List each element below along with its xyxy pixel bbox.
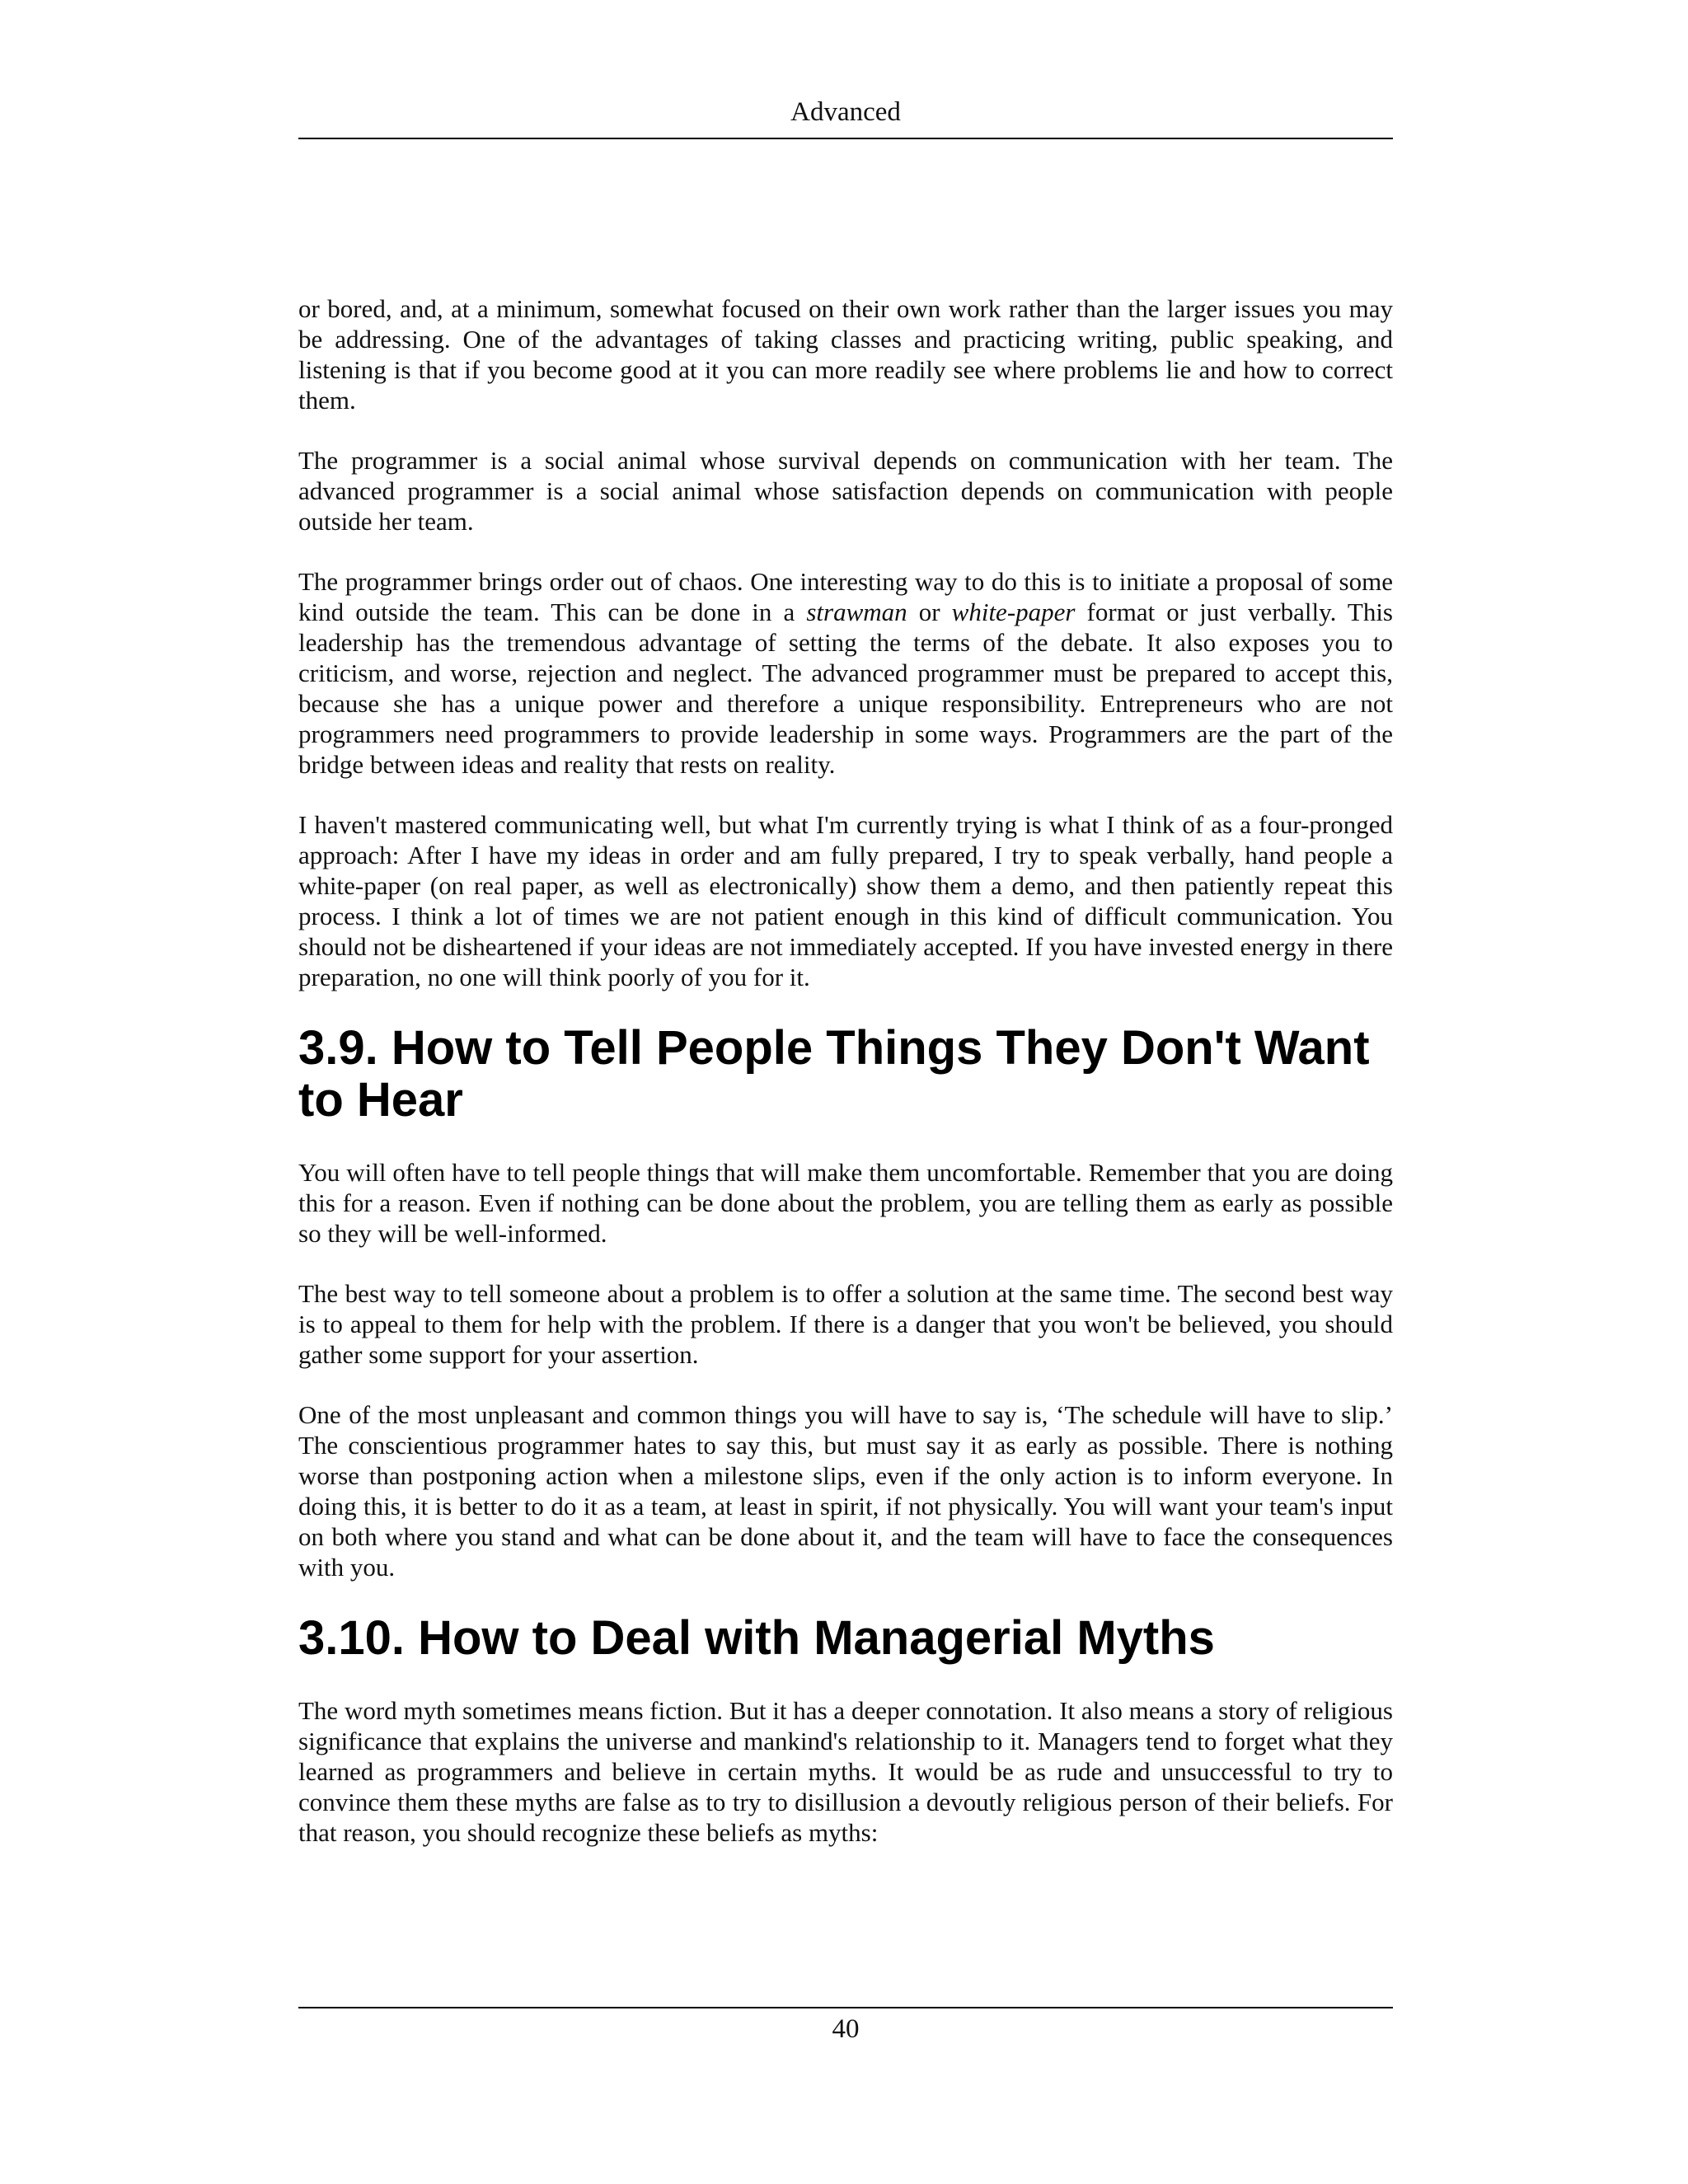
emphasis-white-paper: white-paper (951, 598, 1076, 626)
paragraph-managerial-myths: The word myth sometimes means fiction. But it has a deeper connotation. It also means a story of religious significance that explains the universe and mankind's relationship to it. Managers tend to forget what they learned as programmers and believe in certain myths. It would be as rude and unsuccessful to try to convince them these myths are false as to try to disillusion a devoutly religious person of their beliefs. For that reason, you should recognize these beliefs as myths: (298, 1696, 1393, 1847)
section-heading-3-9: 3.9. How to Tell People Things They Don't Want to Hear (298, 1021, 1370, 1127)
paragraph-communication-skills: or bored, and, at a minimum, somewhat focused on their own work rather than the larger issues you may be addressing. One of the advantages of taking classes and practicing writing, public speaking, and listening is that if you become good at it you can more readily see where problems lie and how to correct them. (298, 294, 1393, 415)
paragraph-social-animal: The programmer is a social animal whose survival depends on communication with her team. The advanced programmer is a social animal whose satisfaction depends on communication with people outside her team. (298, 446, 1393, 536)
text-run: format or just verbally. This leadership has the tremendous advantage of setting the terms of the debate. It also exposes you to criticism, and worse, rejection and neglect. The advanced programmer must be prepared to accept this, because she has a unique power and therefore a unique responsibility. Entrepreneurs who are not programmers need programmers to provide leadership in some ways. Programmers are the part of the bridge between ideas and reality that rests on reality. (298, 598, 1393, 779)
page-number: 40 (832, 2014, 860, 2044)
text-run: or (907, 598, 952, 626)
paragraph-uncomfortable-news: You will often have to tell people things that will make them uncomfortable. Remember that you are doing this for a reason. Even if nothing can be done about the problem, you are telling them as early as possible so they will be well-informed. (298, 1158, 1393, 1248)
paragraph-order-out-of-chaos (298, 566, 1393, 780)
paragraph-four-pronged-approach: I haven't mastered communicating well, but what I'm currently trying is what I think of as a four-pronged approach: After I have my ideas in order and am fully prepared, I try to speak verbally, hand people a white-paper (on real paper, as well as electronically) show them a demo, and then patiently repeat this process. I think a lot of times we are not patient enough in this kind of difficult communication. You should not be disheartened if your ideas are not immediately accepted. If you have invested energy in there preparation, no one will think poorly of you for it. (298, 810, 1393, 991)
section-heading-3-10: 3.10. How to Deal with Managerial Myths (298, 1611, 1215, 1665)
paragraph-schedule-slip: One of the most unpleasant and common things you will have to say is, ‘The schedule will have to slip.’ The conscientious programmer hates to say this, but must say it as early as possible. There is nothing worse than postponing action when a milestone slips, even if the only action is to inform everyone. In doing this, it is better to do it as a team, at least in spirit, if not physically. You will want your team's input on both where you stand and what can be done about it, and the team will have to face the consequences with you. (298, 1400, 1393, 1582)
running-title: Advanced (790, 97, 901, 127)
page-footer (298, 2007, 1393, 2046)
page-body (298, 293, 1393, 1877)
page-header (298, 92, 1393, 139)
emphasis-strawman: strawman (806, 598, 907, 626)
paragraph-offer-solution: The best way to tell someone about a problem is to offer a solution at the same time. The second best way is to appeal to them for help with the problem. If there is a danger that you won't be believed, you should gather some support for your assertion. (298, 1279, 1393, 1369)
text-run: The programmer brings order out of chaos. One interesting way to do this is to initiate a proposal of some kind outside the team. This can be done in a (298, 567, 1393, 626)
